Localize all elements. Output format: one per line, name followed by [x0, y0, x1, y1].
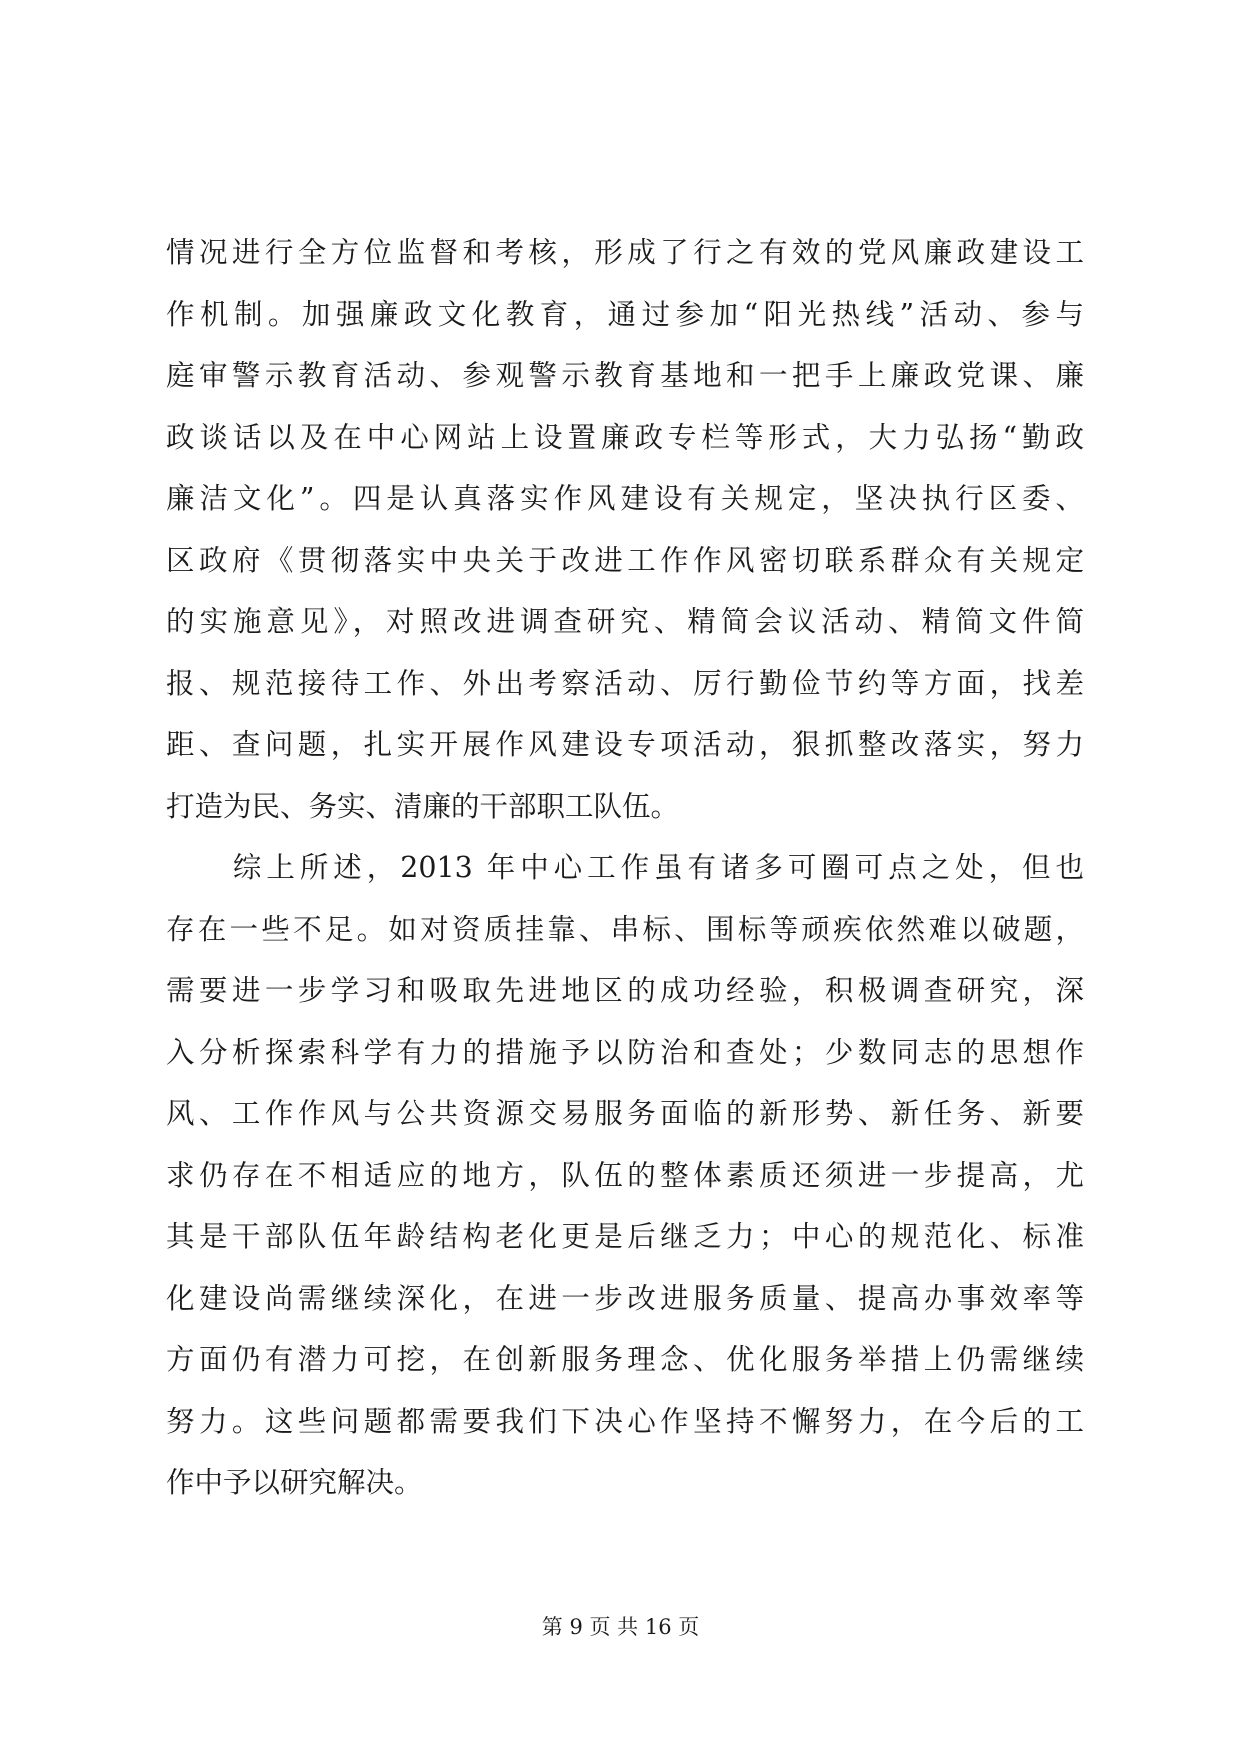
text-line: 报、规范接待工作、外出考察活动、厉行勤俭节约等方面，找差 — [166, 666, 1084, 700]
text-line: 的实施意见》，对照改进调查研究、精简会议活动、精简文件简 — [166, 605, 1084, 638]
text-line: 廉洁文化”。四是认真落实作风建设有关规定，坚决执行区委、 — [166, 482, 1084, 515]
text-line: 区政府《贯彻落实中央关于改进工作作风密切联系群众有关规定 — [166, 543, 1084, 577]
text-line: 作中予以研究解决。 — [166, 1466, 423, 1499]
text-line: 化建设尚需继续深化，在进一步改进服务质量、提高办事效率等 — [166, 1281, 1084, 1315]
text-line: 打造为民、务实、清廉的干部职工队伍。 — [166, 789, 680, 823]
text-line: 方面仍有潜力可挖，在创新服务理念、优化服务举措上仍需继续 — [166, 1343, 1084, 1376]
text-line: 政谈话以及在中心网站上设置廉政专栏等形式，大力弘扬“勤政 — [166, 420, 1084, 454]
page-number-label: 第 9 页 共 16 页 — [541, 1615, 700, 1639]
text-line: 距、查问题，扎实开展作风建设专项活动，狠抓整改落实，努力 — [166, 728, 1084, 761]
text-line: 庭审警示教育活动、参观警示教育基地和一把手上廉政党课、廉 — [166, 359, 1084, 392]
text-line: 存在一些不足。如对资质挂靠、串标、围标等顽疾依然难以破题， — [166, 912, 1084, 946]
paragraph-1 — [166, 222, 1084, 837]
body-text — [166, 222, 1084, 1514]
text-line: 综上所述，2013 年中心工作虽有诸多可圈可点之处，但也 — [166, 851, 1084, 884]
page-footer — [0, 1612, 1241, 1642]
text-line: 作机制。加强廉政文化教育，通过参加“阳光热线”活动、参与 — [166, 297, 1084, 331]
text-line: 努力。这些问题都需要我们下决心作坚持不懈努力，在今后的工 — [166, 1404, 1084, 1438]
text-line: 风、工作作风与公共资源交易服务面临的新形势、新任务、新要 — [166, 1097, 1084, 1130]
text-line: 需要进一步学习和吸取先进地区的成功经验，积极调查研究，深 — [166, 974, 1084, 1007]
text-line: 求仍存在不相适应的地方，队伍的整体素质还须进一步提高，尤 — [166, 1158, 1084, 1192]
text-line: 其是干部队伍年龄结构老化更是后继乏力；中心的规范化、标准 — [166, 1220, 1084, 1253]
paragraph-2 — [166, 837, 1084, 1514]
text-line: 入分析探索科学有力的措施予以防治和查处；少数同志的思想作 — [166, 1035, 1084, 1069]
text-line: 情况进行全方位监督和考核，形成了行之有效的党风廉政建设工 — [166, 236, 1084, 269]
